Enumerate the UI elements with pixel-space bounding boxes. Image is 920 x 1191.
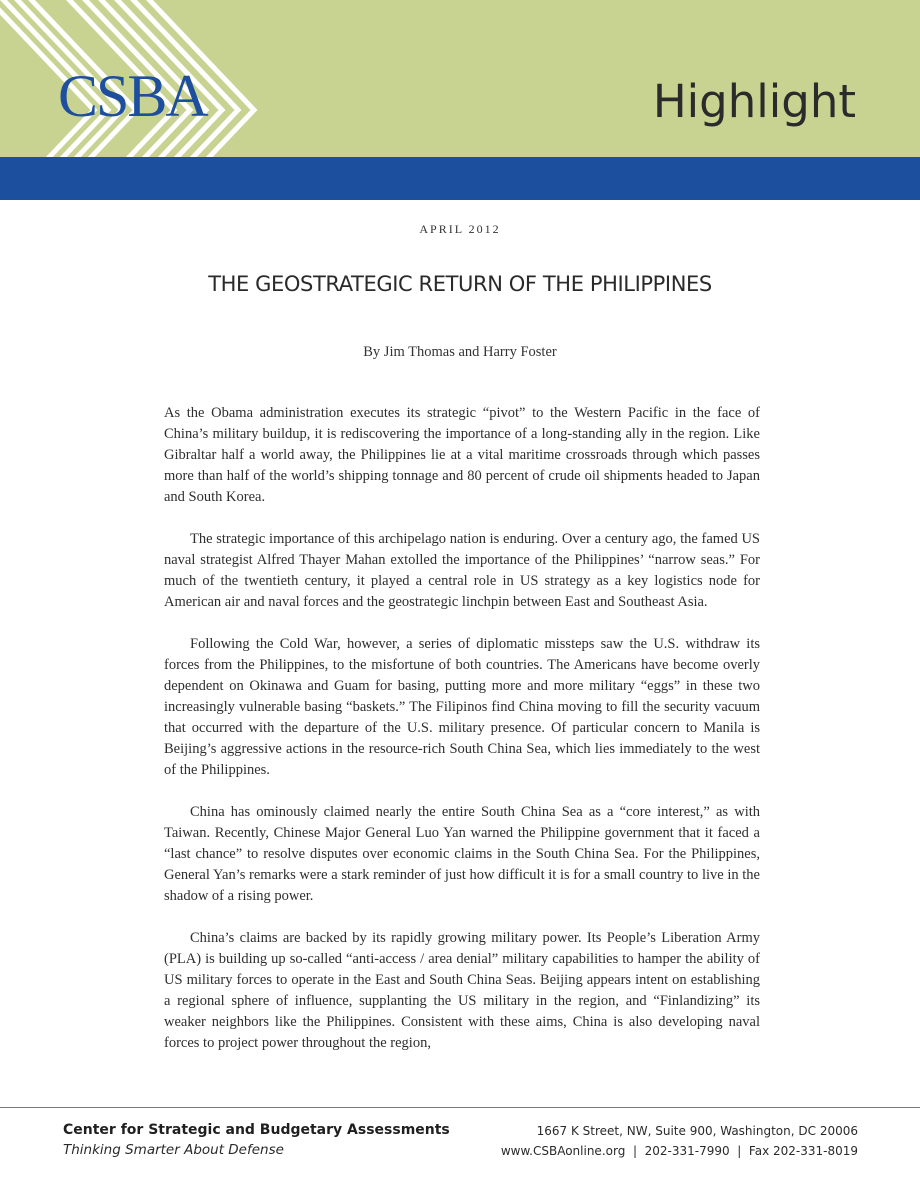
header-banner — [0, 0, 920, 157]
footer-contact — [501, 1121, 858, 1161]
csba-logo: CSBA — [58, 63, 207, 129]
street-address: 1667 K Street, NW, Suite 900, Washington, DC 20006 — [536, 1124, 858, 1138]
contact-line: www.CSBAonline.org | 202-331-7990 | Fax 202-331-8019 — [500, 1144, 858, 1158]
publication-date: APRIL 2012 — [419, 222, 501, 236]
publication-type-label: Highlight — [652, 75, 856, 128]
paragraph: The strategic importance of this archipelago nation is enduring. Over a century ago, the famed US naval strategist Alfred Thayer Mahan extolled the importance of the Philippines’ “narrow seas.” For much of the twentieth century, it played a central role in US strategy as a key logistics node for American air and naval forces and the geostrategic linchpin between East and Southeast Asia. — [164, 531, 760, 610]
paragraph: Following the Cold War, however, a series of diplomatic missteps saw the U.S. withdraw its forces from the Philippines, to the misfortune of both countries. The Americans have become overly dependent on Okinawa and Guam for basing, putting more and more military “eggs” in these two increasingly vulnerable basing “baskets.” The Filipinos find China moving to fill the security vacuum that occurred with the departure of the U.S. military presence. Of particular concern to Manila is Beijing’s aggressive actions in the resource-rich South China Sea, which lies immediately to the west of the Philippines. — [164, 636, 760, 778]
article-body — [164, 403, 760, 1075]
paragraph: China’s claims are backed by its rapidly growing military power. Its People’s Liberation Army (PLA) is building up so-called “anti-access / area denial” military capabilities to hamper the ability of US military forces to operate in the East and South China Seas. Beijing appears intent on establishing a regional sphere of influence, supplanting the US military in the region, and “Finlandizing” its weaker neighbors like the Philippines. Consistent with these aims, China is also developing naval forces to project power throughout the region, — [164, 930, 760, 1051]
organization-name: Center for Strategic and Budgetary Assessments — [63, 1122, 450, 1138]
footer-organization — [63, 1120, 450, 1160]
paragraph: As the Obama administration executes its strategic “pivot” to the Western Pacific in the face of China’s military buildup, it is rediscovering the importance of a long-standing ally in the region. Like Gibraltar half a world away, the Philippines lie at a vital maritime crossroads through which passes more than half of the world’s shipping tonnage and 80 percent of crude oil shipments headed to Japan and South Korea. — [164, 405, 760, 505]
author-byline: By Jim Thomas and Harry Foster — [363, 344, 557, 360]
header-blue-band — [0, 157, 920, 200]
paragraph: China has ominously claimed nearly the entire South China Sea as a “core interest,” as with Taiwan. Recently, Chinese Major General Luo Yan warned the Philippine government that it faced a “last chance” to resolve disputes over economic claims in the South China Sea. For the Philippines, General Yan’s remarks were a stark reminder of just how difficult it is for a small country to live in the shadow of a rising power. — [164, 804, 760, 904]
page-title: THE GEOSTRATEGIC RETURN OF THE PHILIPPINES — [208, 272, 712, 296]
organization-tagline: Thinking Smarter About Defense — [63, 1142, 284, 1158]
footer-divider — [0, 1107, 920, 1108]
